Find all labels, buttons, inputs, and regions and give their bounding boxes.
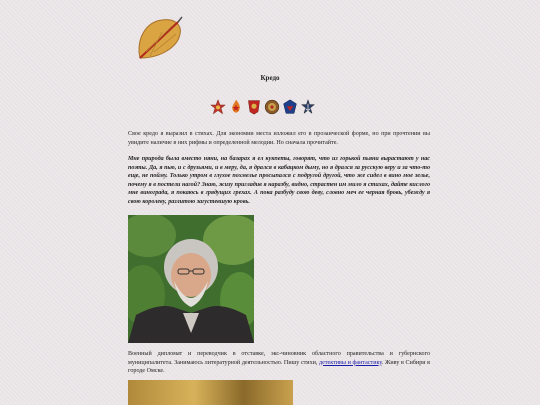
round-emblem-badge-icon [264,98,280,116]
detectives-fantasy-link[interactable]: детективы и фантастику [319,359,382,366]
badge-row [210,96,350,118]
second-photo [128,380,293,405]
lenin-badge-icon [246,98,262,116]
page-title: Кредо [260,74,280,82]
bio-text-start: Военный дипломат и переводчик в отставке, экс-чиновник областного правительства и губернского муниципалитета. Занимаюсь литературной деятельностью. Пишу стихи, [128,351,430,366]
flame-star-badge-icon [228,98,244,116]
anchor-star-badge-icon [300,98,316,116]
credo-paragraph: Мне природа была вместо няни, на базарах я ел кукпеты, говорят, что из горькой пьяни вырастают у нас поэты. Да, я пью, и с друзьями, и в меру, да, я дрался в кабацком дыму, но я дрался за русскую веру и за что-то еще, не пойму. Только утром в глухое похмелье просыпался с подругой другой, что же сидел в вино мое зелье, почему я в постели нагой? Знаю, жизу пригладив я наразбу, видно, страстен им мило я стихах, дайте кислого мне винограда, я покаюсь в грядущих грехах. А пока разбуду свою деву, словно меч ее черная бровь, убежду я свою королеву, разлитою загустевшую кровь. [128,156,430,205]
birch-leaf-quill-icon [132,12,186,66]
blue-shield-badge-icon [282,98,298,116]
author-portrait-photo [128,215,254,343]
intro-paragraph: Свое кредо я выразил в стихах. Для экономии места изложил его в прозаической форме, но при прочтении вы увидите наличие в них рифмы и определенной мелодии. Но сначала прочитайте. [128,131,430,146]
red-star-badge-icon [210,98,226,116]
bio-text-end: . Живу в Сибири в городе Омске. [128,359,430,374]
bio-paragraph [128,350,430,376]
